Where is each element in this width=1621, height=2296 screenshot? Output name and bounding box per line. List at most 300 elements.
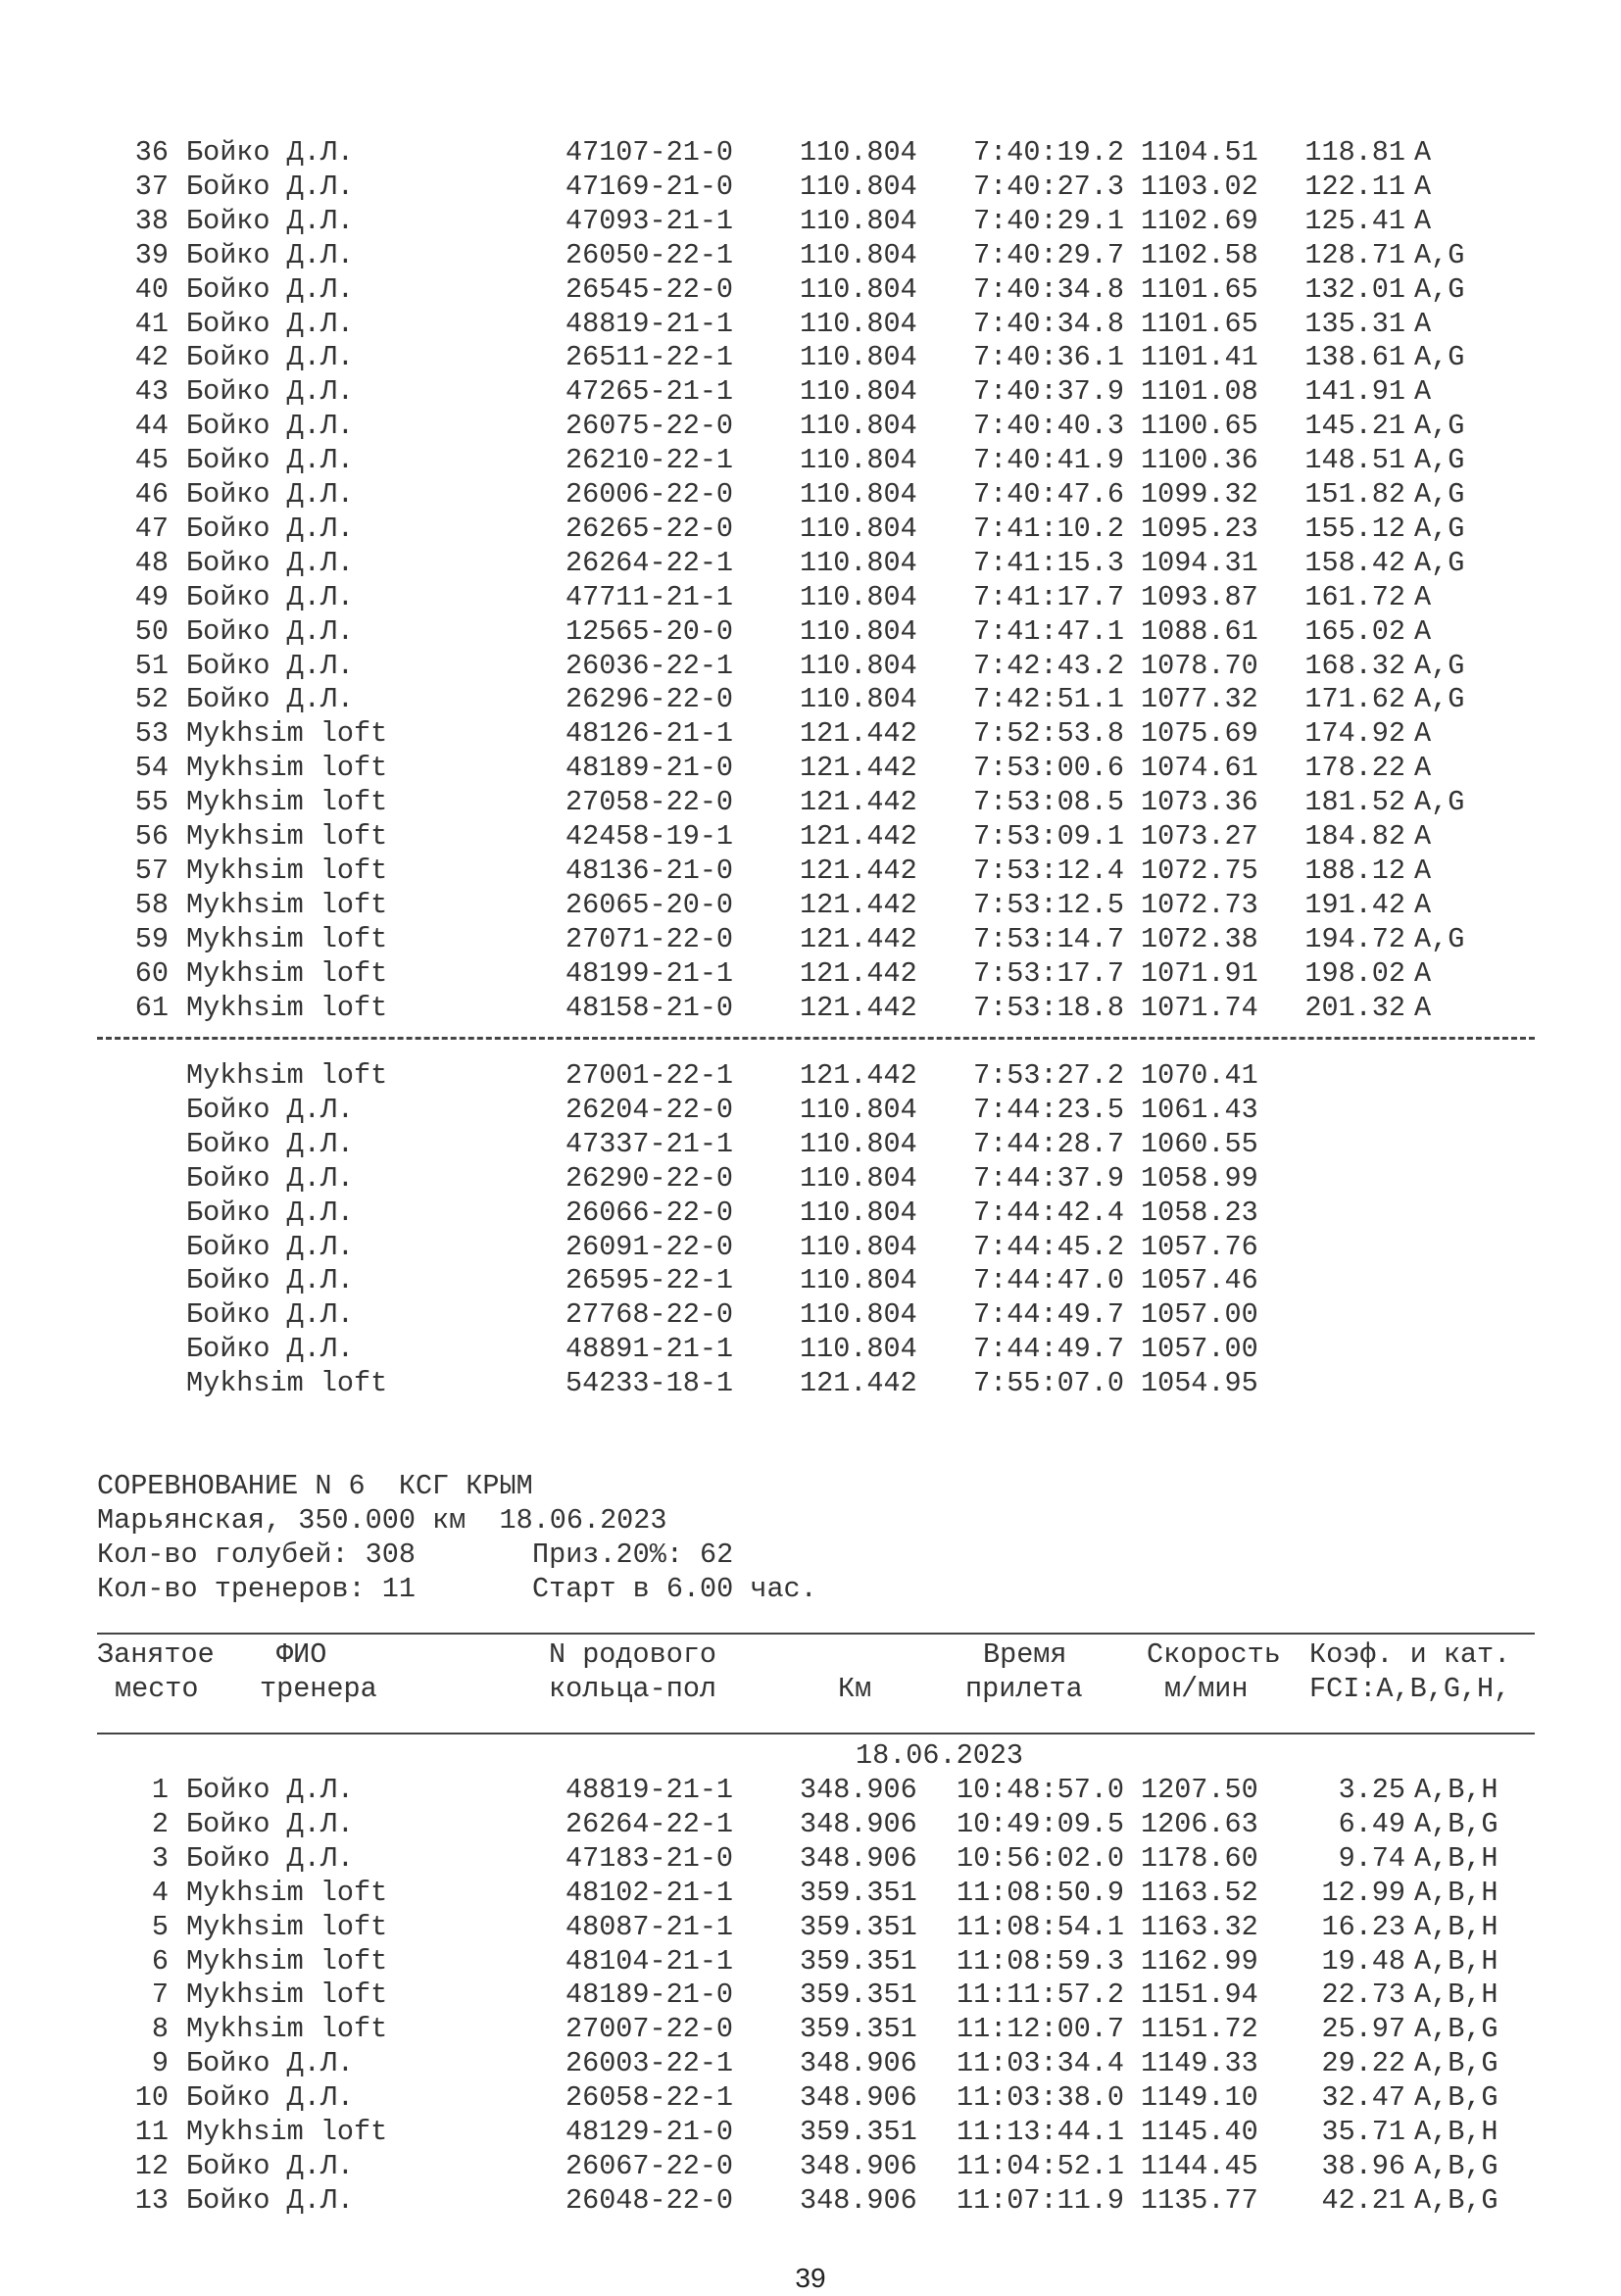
cell-km: 348.906 <box>800 2081 917 2115</box>
cell-coef: 22.73 <box>1321 1978 1405 2012</box>
cell-time: 7:40:34.8 <box>973 307 1124 340</box>
cell-cat: A <box>1414 375 1432 409</box>
cell-name: Бойко Д.Л. <box>186 580 355 613</box>
cell-time: 7:42:43.2 <box>973 649 1124 682</box>
cell-time: 7:40:29.1 <box>973 204 1124 237</box>
cell-name: Бойко Д.Л. <box>186 307 355 340</box>
cell-km: 348.906 <box>800 2183 917 2217</box>
cell-cat: A,B,G <box>1414 2149 1498 2182</box>
cell-place: 3 <box>151 1841 169 1875</box>
cell-ring: 26545-22-0 <box>565 272 734 306</box>
cell-name: Mykhsim loft <box>186 752 388 785</box>
cell-ring: 48136-21-0 <box>565 854 734 887</box>
header-name-1: ФИО <box>276 1638 327 1671</box>
cell-ring: 27001-22-1 <box>565 1059 734 1092</box>
cell-coef: 148.51 <box>1304 444 1405 477</box>
cell-km: 110.804 <box>800 410 917 443</box>
cell-speed: 1101.08 <box>1141 375 1258 409</box>
cell-km: 359.351 <box>800 2013 917 2046</box>
cell-name: Бойко Д.Л. <box>186 1093 355 1126</box>
cell-speed: 1075.69 <box>1141 717 1258 751</box>
cell-time: 7:53:09.1 <box>973 820 1124 853</box>
cell-name: Mykhsim loft <box>186 2116 388 2148</box>
cell-speed: 1101.65 <box>1141 272 1258 306</box>
cell-cat: A,B,H <box>1414 1978 1498 2012</box>
cell-km: 110.804 <box>800 136 917 169</box>
cell-ring: 26296-22-0 <box>565 683 734 716</box>
cell-km: 110.804 <box>800 478 917 511</box>
cell-cat: A,G <box>1414 786 1465 819</box>
cell-time: 7:41:17.7 <box>973 580 1124 613</box>
cell-coef: 125.41 <box>1304 204 1405 237</box>
cell-ring: 48129-21-0 <box>565 2116 734 2148</box>
cell-ring: 26003-22-1 <box>565 2047 734 2080</box>
cell-speed: 1061.43 <box>1141 1093 1258 1126</box>
cell-place: 39 <box>134 238 169 271</box>
cell-place: 41 <box>134 307 169 340</box>
cell-time: 7:53:17.7 <box>973 956 1124 990</box>
cell-name: Бойко Д.Л. <box>186 444 355 477</box>
cell-cat: A <box>1414 854 1432 887</box>
cell-speed: 1088.61 <box>1141 614 1258 648</box>
cell-ring: 47183-21-0 <box>565 1841 734 1875</box>
cell-coef: 25.97 <box>1321 2013 1405 2046</box>
cell-name: Mykhsim loft <box>186 1059 388 1092</box>
cell-time: 7:44:42.4 <box>973 1196 1124 1229</box>
cell-name: Бойко Д.Л. <box>186 238 355 271</box>
cell-speed: 1057.00 <box>1141 1298 1258 1332</box>
cell-place: 40 <box>134 272 169 306</box>
cell-time: 7:41:10.2 <box>973 512 1124 545</box>
cell-coef: 198.02 <box>1304 956 1405 990</box>
cell-place: 48 <box>134 546 169 579</box>
cell-cat: A <box>1414 580 1432 613</box>
cell-ring: 48104-21-1 <box>565 1944 734 1978</box>
cell-place: 45 <box>134 444 169 477</box>
cell-speed: 1101.41 <box>1141 341 1258 374</box>
cell-ring: 47107-21-0 <box>565 136 734 169</box>
cell-cat: A <box>1414 717 1432 751</box>
cell-time: 7:44:23.5 <box>973 1093 1124 1126</box>
cell-speed: 1104.51 <box>1141 136 1258 169</box>
cell-cat: A,B,G <box>1414 1807 1498 1840</box>
cell-cat: A,G <box>1414 512 1465 545</box>
cell-name: Бойко Д.Л. <box>186 2047 355 2080</box>
header-name-2: тренера <box>260 1673 377 1705</box>
cell-ring: 26075-22-0 <box>565 410 734 443</box>
cell-ring: 54233-18-1 <box>565 1367 734 1400</box>
header-km: Км <box>838 1673 872 1705</box>
cell-cat: A,G <box>1414 272 1465 306</box>
cell-coef: 181.52 <box>1304 786 1405 819</box>
cell-km: 121.442 <box>800 1367 917 1400</box>
cell-place: 51 <box>134 649 169 682</box>
cell-km: 110.804 <box>800 341 917 374</box>
cell-place: 50 <box>134 614 169 648</box>
cell-speed: 1145.40 <box>1141 2116 1258 2148</box>
cell-cat: A <box>1414 888 1432 921</box>
cell-coef: 35.71 <box>1321 2116 1405 2148</box>
cell-km: 110.804 <box>800 170 917 203</box>
cell-time: 7:44:49.7 <box>973 1298 1124 1332</box>
cell-place: 53 <box>134 717 169 751</box>
cell-time: 10:49:09.5 <box>956 1807 1124 1840</box>
cell-time: 7:53:12.4 <box>973 854 1124 887</box>
cell-speed: 1073.36 <box>1141 786 1258 819</box>
cell-time: 7:40:29.7 <box>973 238 1124 271</box>
cell-speed: 1178.60 <box>1141 1841 1258 1875</box>
cell-name: Бойко Д.Л. <box>186 512 355 545</box>
cell-km: 110.804 <box>800 204 917 237</box>
cell-cat: A,G <box>1414 478 1465 511</box>
trainers-count: Кол-во тренеров: 11 <box>97 1573 416 1605</box>
cell-name: Mykhsim loft <box>186 1910 388 1943</box>
cell-time: 11:13:44.1 <box>956 2116 1124 2148</box>
cell-speed: 1071.74 <box>1141 991 1258 1024</box>
cell-speed: 1102.58 <box>1141 238 1258 271</box>
cell-coef: 128.71 <box>1304 238 1405 271</box>
cell-place: 12 <box>134 2149 169 2182</box>
cell-km: 110.804 <box>800 546 917 579</box>
cell-cat: A,B,G <box>1414 2081 1498 2115</box>
cell-name: Бойко Д.Л. <box>186 341 355 374</box>
cell-name: Бойко Д.Л. <box>186 1264 355 1297</box>
cell-speed: 1101.65 <box>1141 307 1258 340</box>
cell-ring: 26050-22-1 <box>565 238 734 271</box>
cell-time: 11:08:54.1 <box>956 1910 1124 1943</box>
cell-ring: 47337-21-1 <box>565 1127 734 1160</box>
cell-name: Mykhsim loft <box>186 717 388 751</box>
cell-coef: 165.02 <box>1304 614 1405 648</box>
cell-ring: 26066-22-0 <box>565 1196 734 1229</box>
competition-location: Марьянская, 350.000 км 18.06.2023 <box>97 1504 667 1537</box>
cell-km: 110.804 <box>800 1196 917 1229</box>
cell-km: 348.906 <box>800 1841 917 1875</box>
cell-speed: 1057.76 <box>1141 1230 1258 1263</box>
cell-km: 110.804 <box>800 512 917 545</box>
cell-place: 55 <box>134 786 169 819</box>
cell-time: 7:53:12.5 <box>973 888 1124 921</box>
header-ring-1: N родового <box>549 1638 717 1671</box>
cell-km: 121.442 <box>800 752 917 785</box>
cell-coef: 135.31 <box>1304 307 1405 340</box>
cell-km: 121.442 <box>800 956 917 990</box>
cell-ring: 26204-22-0 <box>565 1093 734 1126</box>
cell-ring: 26210-22-1 <box>565 444 734 477</box>
cell-km: 359.351 <box>800 1910 917 1943</box>
cell-cat: A <box>1414 170 1432 203</box>
cell-km: 348.906 <box>800 1807 917 1840</box>
cell-km: 110.804 <box>800 1093 917 1126</box>
cell-coef: 19.48 <box>1321 1944 1405 1978</box>
cell-name: Бойко Д.Л. <box>186 683 355 716</box>
cell-place: 5 <box>151 1910 169 1943</box>
cell-place: 59 <box>134 922 169 955</box>
cell-ring: 48087-21-1 <box>565 1910 734 1943</box>
cell-name: Бойко Д.Л. <box>186 272 355 306</box>
cell-cat: A,B,G <box>1414 2183 1498 2217</box>
cell-place: 61 <box>134 991 169 1024</box>
cell-place: 37 <box>134 170 169 203</box>
cell-speed: 1149.33 <box>1141 2047 1258 2080</box>
cell-coef: 171.62 <box>1304 683 1405 716</box>
cell-place: 2 <box>151 1807 169 1840</box>
cell-speed: 1151.94 <box>1141 1978 1258 2012</box>
cell-name: Бойко Д.Л. <box>186 1841 355 1875</box>
cell-cat: A,B,H <box>1414 1841 1498 1875</box>
cell-speed: 1163.32 <box>1141 1910 1258 1943</box>
cell-name: Mykhsim loft <box>186 854 388 887</box>
cell-name: Mykhsim loft <box>186 922 388 955</box>
cell-time: 7:40:34.8 <box>973 272 1124 306</box>
cell-name: Mykhsim loft <box>186 888 388 921</box>
cell-coef: 6.49 <box>1338 1807 1405 1840</box>
cell-km: 121.442 <box>800 820 917 853</box>
cell-cat: A,B,H <box>1414 1944 1498 1978</box>
cell-cat: A,G <box>1414 922 1465 955</box>
cell-name: Бойко Д.Л. <box>186 1196 355 1229</box>
cell-cat: A,B,H <box>1414 1774 1498 1806</box>
cell-name: Бойко Д.Л. <box>186 2183 355 2217</box>
cell-time: 7:44:45.2 <box>973 1230 1124 1263</box>
cell-name: Бойко Д.Л. <box>186 2149 355 2182</box>
cell-cat: A,B,H <box>1414 2116 1498 2148</box>
cell-ring: 26290-22-0 <box>565 1161 734 1195</box>
cell-cat: A,G <box>1414 341 1465 374</box>
cell-speed: 1070.41 <box>1141 1059 1258 1092</box>
cell-km: 110.804 <box>800 1264 917 1297</box>
cell-speed: 1073.27 <box>1141 820 1258 853</box>
cell-ring: 48189-21-0 <box>565 752 734 785</box>
cell-ring: 26265-22-0 <box>565 512 734 545</box>
cell-km: 121.442 <box>800 854 917 887</box>
cell-ring: 26058-22-1 <box>565 2081 734 2115</box>
cell-km: 110.804 <box>800 307 917 340</box>
cell-ring: 26048-22-0 <box>565 2183 734 2217</box>
cell-speed: 1144.45 <box>1141 2149 1258 2182</box>
cell-ring: 26006-22-0 <box>565 478 734 511</box>
cell-coef: 188.12 <box>1304 854 1405 887</box>
cell-place: 42 <box>134 341 169 374</box>
cell-time: 7:53:14.7 <box>973 922 1124 955</box>
cell-place: 13 <box>134 2183 169 2217</box>
cell-coef: 29.22 <box>1321 2047 1405 2080</box>
cell-ring: 47169-21-0 <box>565 170 734 203</box>
cell-name: Бойко Д.Л. <box>186 170 355 203</box>
cell-coef: 32.47 <box>1321 2081 1405 2115</box>
cell-place: 38 <box>134 204 169 237</box>
cell-name: Mykhsim loft <box>186 991 388 1024</box>
header-top-rule <box>97 1633 1535 1635</box>
cell-time: 7:40:41.9 <box>973 444 1124 477</box>
cell-time: 7:53:18.8 <box>973 991 1124 1024</box>
cell-name: Бойко Д.Л. <box>186 375 355 409</box>
header-speed-2: м/мин <box>1164 1673 1249 1705</box>
cell-place: 56 <box>134 820 169 853</box>
cell-coef: 155.12 <box>1304 512 1405 545</box>
cell-speed: 1071.91 <box>1141 956 1258 990</box>
cell-speed: 1072.75 <box>1141 854 1258 887</box>
header-place-2: место <box>115 1673 199 1705</box>
cell-ring: 27007-22-0 <box>565 2013 734 2046</box>
cell-place: 9 <box>151 2047 169 2080</box>
cell-name: Бойко Д.Л. <box>186 1161 355 1195</box>
cell-km: 359.351 <box>800 1944 917 1978</box>
cell-km: 359.351 <box>800 1978 917 2012</box>
cell-speed: 1103.02 <box>1141 170 1258 203</box>
header-place-1: Занятое <box>97 1638 215 1671</box>
cell-km: 110.804 <box>800 238 917 271</box>
cell-time: 11:08:59.3 <box>956 1944 1124 1978</box>
cell-name: Бойко Д.Л. <box>186 1127 355 1160</box>
cell-coef: 9.74 <box>1338 1841 1405 1875</box>
cell-place: 54 <box>134 752 169 785</box>
cell-name: Бойко Д.Л. <box>186 1807 355 1840</box>
cell-speed: 1100.65 <box>1141 410 1258 443</box>
cell-ring: 26264-22-1 <box>565 546 734 579</box>
cell-place: 6 <box>151 1944 169 1978</box>
cell-km: 348.906 <box>800 2149 917 2182</box>
cell-coef: 145.21 <box>1304 410 1405 443</box>
cell-speed: 1206.63 <box>1141 1807 1258 1840</box>
cell-ring: 26511-22-1 <box>565 341 734 374</box>
cell-km: 110.804 <box>800 272 917 306</box>
cell-coef: 132.01 <box>1304 272 1405 306</box>
cell-time: 7:44:47.0 <box>973 1264 1124 1297</box>
cell-name: Mykhsim loft <box>186 2013 388 2046</box>
cell-cat: A,G <box>1414 410 1465 443</box>
cell-cat: A,G <box>1414 238 1465 271</box>
cell-time: 7:53:27.2 <box>973 1059 1124 1092</box>
cell-km: 110.804 <box>800 1230 917 1263</box>
cell-coef: 122.11 <box>1304 170 1405 203</box>
cell-cat: A <box>1414 752 1432 785</box>
cell-ring: 26067-22-0 <box>565 2149 734 2182</box>
cell-speed: 1072.73 <box>1141 888 1258 921</box>
cell-name: Mykhsim loft <box>186 1978 388 2012</box>
cell-ring: 48102-21-1 <box>565 1876 734 1909</box>
cell-time: 11:04:52.1 <box>956 2149 1124 2182</box>
cell-place: 43 <box>134 375 169 409</box>
header-bottom-rule <box>97 1733 1535 1734</box>
cell-place: 47 <box>134 512 169 545</box>
cell-speed: 1207.50 <box>1141 1774 1258 1806</box>
pigeons-count: Кол-во голубей: 308 <box>97 1539 416 1571</box>
cell-km: 110.804 <box>800 683 917 716</box>
cell-speed: 1095.23 <box>1141 512 1258 545</box>
cell-time: 10:56:02.0 <box>956 1841 1124 1875</box>
cell-speed: 1100.36 <box>1141 444 1258 477</box>
cell-coef: 178.22 <box>1304 752 1405 785</box>
cell-coef: 3.25 <box>1338 1774 1405 1806</box>
cell-time: 7:52:53.8 <box>973 717 1124 751</box>
cell-name: Бойко Д.Л. <box>186 2081 355 2115</box>
cell-name: Бойко Д.Л. <box>186 136 355 169</box>
cell-coef: 201.32 <box>1304 991 1405 1024</box>
cell-ring: 47711-21-1 <box>565 580 734 613</box>
prize-count: Приз.20%: 62 <box>532 1539 734 1571</box>
cell-cat: A,B,G <box>1414 2047 1498 2080</box>
cell-ring: 48189-21-0 <box>565 1978 734 2012</box>
cell-place: 44 <box>134 410 169 443</box>
cell-place: 7 <box>151 1978 169 2012</box>
cell-speed: 1078.70 <box>1141 649 1258 682</box>
cell-speed: 1058.99 <box>1141 1161 1258 1195</box>
cell-ring: 12565-20-0 <box>565 614 734 648</box>
cell-place: 8 <box>151 2013 169 2046</box>
cell-name: Бойко Д.Л. <box>186 204 355 237</box>
header-time-2: прилета <box>965 1673 1083 1705</box>
cell-coef: 16.23 <box>1321 1910 1405 1943</box>
cell-time: 11:08:50.9 <box>956 1876 1124 1909</box>
cell-place: 58 <box>134 888 169 921</box>
cell-km: 359.351 <box>800 2116 917 2148</box>
cell-ring: 26595-22-1 <box>565 1264 734 1297</box>
cell-time: 7:55:07.0 <box>973 1367 1124 1400</box>
cell-ring: 26264-22-1 <box>565 1807 734 1840</box>
cell-km: 121.442 <box>800 1059 917 1092</box>
cell-place: 36 <box>134 136 169 169</box>
cell-name: Mykhsim loft <box>186 1876 388 1909</box>
cell-coef: 174.92 <box>1304 717 1405 751</box>
cell-km: 121.442 <box>800 786 917 819</box>
cell-place: 1 <box>151 1774 169 1806</box>
header-coef-2: FCI:A,B,G,H, <box>1309 1673 1511 1705</box>
cell-speed: 1077.32 <box>1141 683 1258 716</box>
cell-km: 110.804 <box>800 1333 917 1366</box>
cell-name: Бойко Д.Л. <box>186 1774 355 1806</box>
cell-km: 110.804 <box>800 375 917 409</box>
cell-name: Mykhsim loft <box>186 956 388 990</box>
cell-coef: 161.72 <box>1304 580 1405 613</box>
cell-time: 7:40:36.1 <box>973 341 1124 374</box>
cell-coef: 194.72 <box>1304 922 1405 955</box>
cell-cat: A,B,H <box>1414 1910 1498 1943</box>
cell-time: 7:40:37.9 <box>973 375 1124 409</box>
cell-cat: A <box>1414 991 1432 1024</box>
cell-name: Бойко Д.Л. <box>186 649 355 682</box>
cell-name: Бойко Д.Л. <box>186 1230 355 1263</box>
header-time-1: Время <box>983 1638 1067 1671</box>
cell-ring: 47265-21-1 <box>565 375 734 409</box>
cell-ring: 27058-22-0 <box>565 786 734 819</box>
cell-km: 359.351 <box>800 1876 917 1909</box>
cell-time: 7:40:19.2 <box>973 136 1124 169</box>
cell-coef: 184.82 <box>1304 820 1405 853</box>
cell-ring: 42458-19-1 <box>565 820 734 853</box>
cell-name: Mykhsim loft <box>186 786 388 819</box>
cell-speed: 1057.00 <box>1141 1333 1258 1366</box>
cell-time: 7:40:40.3 <box>973 410 1124 443</box>
cell-time: 7:40:27.3 <box>973 170 1124 203</box>
cell-place: 11 <box>134 2116 169 2148</box>
cell-speed: 1094.31 <box>1141 546 1258 579</box>
header-ring-2: кольца-пол <box>549 1673 717 1705</box>
cell-cat: A <box>1414 307 1432 340</box>
cell-name: Бойко Д.Л. <box>186 614 355 648</box>
cell-name: Бойко Д.Л. <box>186 410 355 443</box>
page-number: 39 <box>795 2263 826 2293</box>
cell-speed: 1135.77 <box>1141 2183 1258 2217</box>
cell-speed: 1162.99 <box>1141 1944 1258 1978</box>
cell-ring: 48819-21-1 <box>565 1774 734 1806</box>
cell-time: 10:48:57.0 <box>956 1774 1124 1806</box>
cell-speed: 1149.10 <box>1141 2081 1258 2115</box>
cell-ring: 27071-22-0 <box>565 922 734 955</box>
cell-cat: A <box>1414 204 1432 237</box>
cell-ring: 48126-21-1 <box>565 717 734 751</box>
cell-ring: 26036-22-1 <box>565 649 734 682</box>
